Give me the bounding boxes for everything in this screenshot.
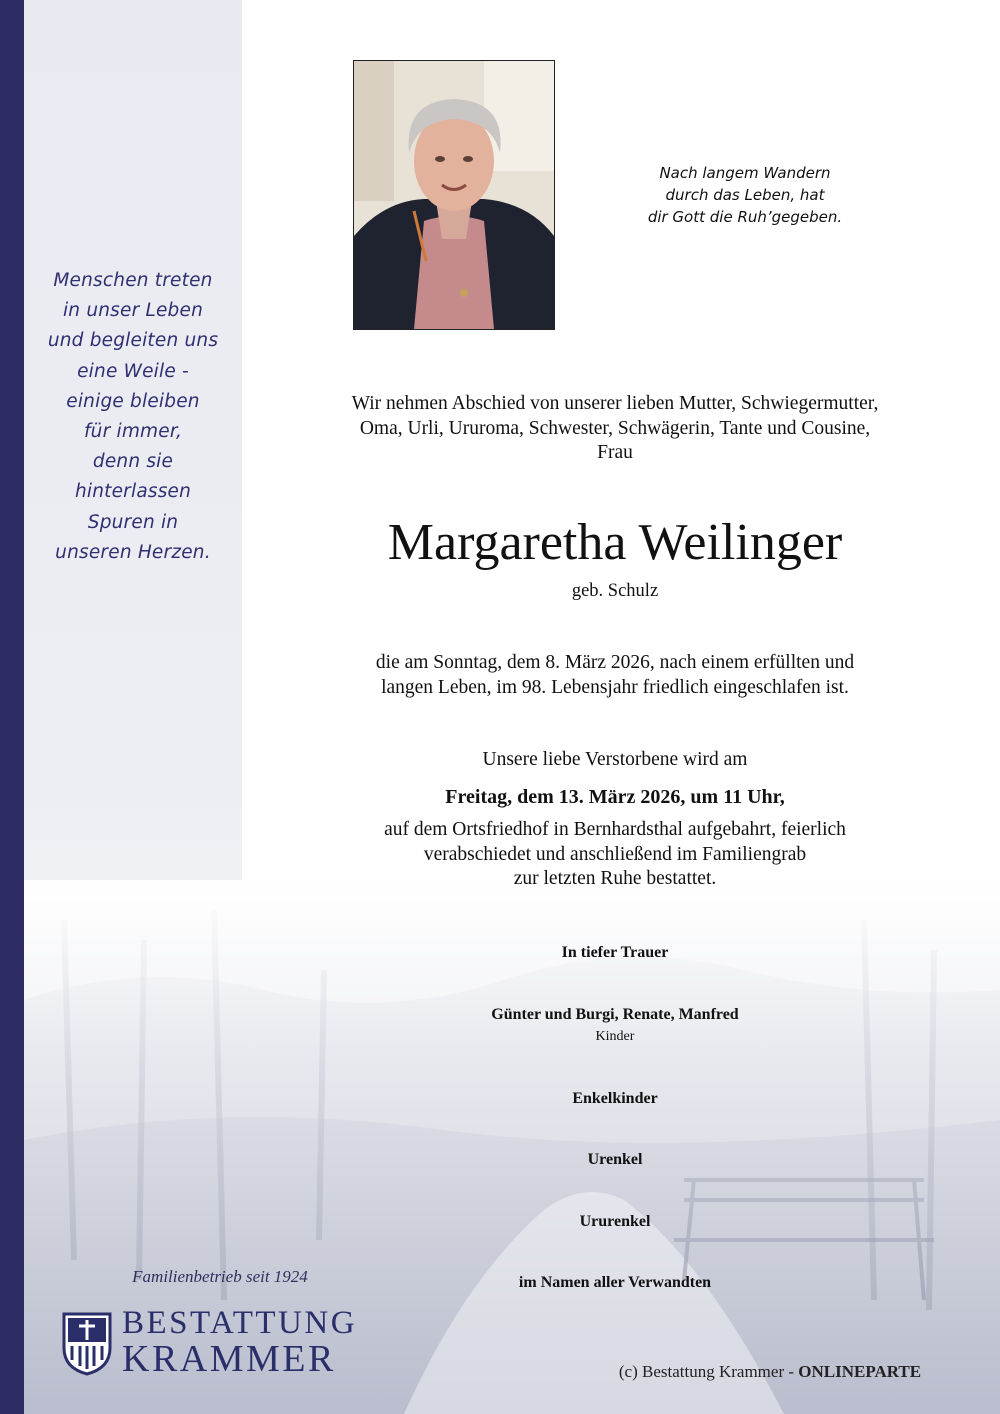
side-poem-line: denn sie bbox=[92, 451, 174, 473]
death-notice bbox=[300, 651, 930, 700]
mourners-heading: In tiefer Trauer bbox=[561, 944, 669, 961]
left-stripe bbox=[0, 0, 24, 1414]
mourners-great-great-grandchildren: Ururenkel bbox=[579, 1213, 651, 1230]
death-notice-line: langen Leben, im 98. Lebensjahr friedlich eingeschlafen ist. bbox=[381, 676, 849, 698]
funeral-intro: Unsere liebe Verstorbene wird am bbox=[482, 749, 748, 770]
mourners-great-grandchildren: Urenkel bbox=[587, 1151, 643, 1168]
farewell-intro bbox=[300, 392, 930, 466]
side-poem-line: und begleiten uns bbox=[47, 330, 219, 352]
side-poem-line: in unser Leben bbox=[62, 300, 204, 322]
side-poem-line: Menschen treten bbox=[53, 270, 213, 291]
krammer-emblem-icon bbox=[62, 1312, 112, 1376]
logo-line-bestattung: BESTATTUNG bbox=[122, 1305, 358, 1341]
intro-line: Oma, Urli, Ururoma, Schwester, Schwägerin, Tante und Cousine, bbox=[359, 417, 871, 439]
krammer-logo bbox=[122, 1306, 357, 1378]
mourners-grandchildren: Enkelkinder bbox=[572, 1090, 658, 1107]
funeral-detail-line: verabschiedet und anschließend im Familiengrab bbox=[423, 843, 807, 865]
copyright-notice bbox=[560, 1362, 980, 1382]
portrait-photo bbox=[353, 60, 555, 330]
funeral-detail-line: auf dem Ortsfriedhof in Bernhardsthal aufgebahrt, feierlich bbox=[384, 819, 846, 840]
copyright-prefix: (c) Bestattung Krammer - bbox=[618, 1362, 799, 1381]
funeral-detail-line: zur letzten Ruhe bestattet. bbox=[513, 868, 717, 889]
death-notice-line: die am Sonntag, dem 8. März 2026, nach einem erfüllten und bbox=[375, 652, 855, 673]
mourners-relatives: im Namen aller Verwandten bbox=[518, 1274, 712, 1291]
intro-line: Frau bbox=[597, 442, 633, 463]
side-poem-line: hinterlassen bbox=[74, 481, 192, 503]
mourners-children: Günter und Burgi, Renate, Manfred bbox=[491, 1006, 739, 1023]
side-poem bbox=[24, 266, 242, 568]
deceased-name: Margaretha Weilinger bbox=[387, 514, 843, 571]
side-poem-line: Spuren in bbox=[87, 511, 179, 533]
verse bbox=[630, 162, 860, 228]
verse-line: durch das Leben, hat bbox=[665, 186, 825, 204]
maiden-name: geb. Schulz bbox=[571, 581, 659, 601]
intro-line: Wir nehmen Abschied von unserer lieben Mutter, Schwiegermutter, bbox=[351, 393, 879, 414]
side-poem-line: unseren Herzen. bbox=[55, 541, 211, 563]
verse-line: Nach langem Wandern bbox=[659, 164, 831, 182]
mourners-children-label: Kinder bbox=[595, 1029, 635, 1044]
verse-line: dir Gott die Ruh’gegeben. bbox=[647, 208, 843, 226]
family-business-tagline: Familienbetrieb seit 1924 bbox=[132, 1267, 308, 1286]
funeral-date: Freitag, dem 13. März 2026, um 11 Uhr, bbox=[445, 786, 785, 808]
side-poem-line: einige bleiben bbox=[66, 390, 200, 412]
side-poem-line: für immer, bbox=[83, 421, 183, 443]
funeral-details bbox=[300, 818, 930, 892]
copyright-brand: ONLINEPARTE bbox=[798, 1362, 922, 1381]
side-poem-line: eine Weile - bbox=[77, 360, 189, 382]
logo-line-krammer: KRAMMER bbox=[122, 1338, 336, 1380]
